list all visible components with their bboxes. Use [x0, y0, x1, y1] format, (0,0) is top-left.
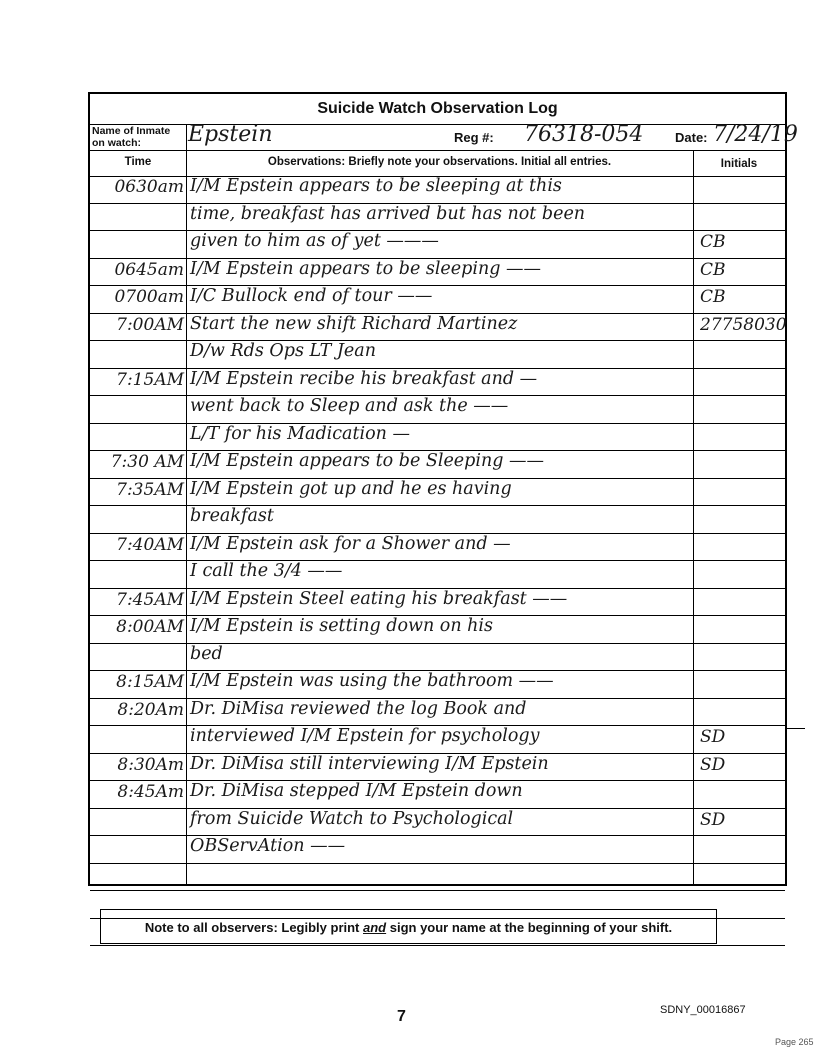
- entry-time: 7:40AM: [116, 534, 184, 555]
- entry-time: 0630am: [114, 177, 184, 197]
- entry-observation: I/M Epstein is setting down on his: [190, 616, 494, 636]
- table-row: [90, 176, 785, 204]
- entry-time: 8:30Am: [117, 754, 184, 775]
- entry-observation: from Suicide Watch to Psychological: [190, 808, 514, 829]
- entry-observation: bed: [190, 643, 223, 664]
- entry-time: 0645am: [114, 259, 184, 280]
- table-row: [90, 424, 785, 452]
- table-row: [90, 534, 785, 562]
- form-title: Suicide Watch Observation Log: [317, 100, 558, 117]
- table-row: [90, 644, 785, 672]
- column-header-observations: Observations: Briefly note your observations. Initial all entries.: [267, 156, 612, 168]
- name-divider: [186, 124, 187, 150]
- observation-log-form: [88, 92, 798, 886]
- table-row: [90, 286, 785, 314]
- table-row: [90, 506, 785, 534]
- table-row: [90, 314, 785, 342]
- entry-observation: given to him as of yet ———: [190, 231, 439, 251]
- table-row: [90, 479, 785, 507]
- entry-time: 7:35AM: [116, 479, 184, 500]
- table-row: [90, 726, 785, 754]
- entry-time: 7:15AM: [116, 369, 184, 390]
- inmate-name-value: Epstein: [188, 122, 273, 147]
- table-row: [90, 754, 785, 782]
- table-row: [90, 561, 785, 589]
- entry-observation: I/M Epstein ask for a Shower and —: [190, 533, 511, 554]
- title-row: [90, 94, 785, 125]
- bates-number: SDNY_00016867: [660, 1004, 746, 1016]
- log-entries: [90, 176, 785, 946]
- entry-observation: I/M Epstein appears to be Sleeping ——: [190, 451, 544, 471]
- entry-initials: 27758030: [700, 314, 787, 335]
- entry-observation: D/w Rds Ops LT Jean: [190, 341, 376, 361]
- entry-time: 7:30 AM: [110, 452, 184, 472]
- table-row: [90, 809, 785, 837]
- table-row: [90, 836, 785, 864]
- entry-observation: Dr. DiMisa still interviewing I/M Epstein: [190, 753, 549, 774]
- entry-observation: I/M Epstein got up and he es having: [190, 478, 512, 499]
- entry-initials: CB: [700, 232, 726, 252]
- table-row: [90, 671, 785, 699]
- entry-observation: breakfast: [190, 506, 274, 526]
- table-row: [90, 589, 785, 617]
- pen-stroke: [787, 728, 805, 729]
- entry-observation: I/M Epstein was using the bathroom ——: [190, 671, 554, 691]
- table-row: [90, 781, 785, 809]
- entry-time: 7:00AM: [116, 314, 184, 335]
- table-row: [90, 616, 785, 644]
- entry-observation: I/M Epstein appears to be sleeping ——: [190, 258, 541, 279]
- table-row: [90, 231, 785, 259]
- observer-note: Note to all observers: Legibly print and sign your name at the beginning of your shift.: [144, 920, 673, 935]
- entry-observation: interviewed I/M Epstein for psychology: [190, 726, 540, 746]
- entry-time: 7:45AM: [116, 589, 184, 610]
- column-header-row: [90, 150, 785, 177]
- entry-initials: SD: [700, 727, 726, 747]
- entry-initials: SD: [700, 754, 726, 775]
- column-header-initials: Initials: [720, 158, 758, 170]
- entry-time: 8:00AM: [116, 617, 184, 637]
- date-label: Date:: [675, 130, 708, 145]
- inmate-name-label: Name of Inmate on watch:: [92, 125, 171, 149]
- entry-initials: CB: [700, 287, 726, 307]
- entry-observation: went back to Sleep and ask the ——: [190, 396, 509, 416]
- reg-number-value: 76318-054: [524, 122, 644, 147]
- entry-observation: I/M Epstein Steel eating his breakfast ——: [190, 588, 568, 609]
- entry-observation: I/M Epstein recibe his breakfast and —: [190, 368, 538, 389]
- table-row: [90, 204, 785, 232]
- table-row: [90, 259, 785, 287]
- entry-observation: Start the new shift Richard Martinez: [190, 313, 518, 334]
- entry-observation: time, breakfast has arrived but has not been: [190, 203, 586, 224]
- entry-observation: Dr. DiMisa stepped I/M Epstein down: [190, 781, 523, 801]
- date-value: 7/24/19: [713, 122, 798, 147]
- entry-initials: CB: [700, 259, 726, 280]
- table-row: [90, 451, 785, 479]
- entry-observation: OBServAtion ——: [190, 836, 346, 856]
- entry-observation: I call the 3/4 ——: [190, 561, 343, 581]
- table-row: [90, 864, 785, 892]
- column-header-time: Time: [124, 156, 152, 168]
- reg-number-label: Reg #:: [454, 130, 494, 145]
- page-number: 7: [397, 1008, 406, 1025]
- observer-note-box: [100, 909, 717, 944]
- entry-time: 0700am: [114, 287, 184, 307]
- inmate-info-row: [90, 122, 798, 151]
- entry-time: 8:45Am: [117, 782, 184, 802]
- entry-initials: SD: [700, 809, 726, 830]
- table-row: [90, 341, 785, 369]
- entry-observation: I/C Bullock end of tour ——: [190, 286, 433, 306]
- entry-observation: Dr. DiMisa reviewed the log Book and: [190, 698, 527, 719]
- entry-time: 8:15AM: [116, 672, 184, 692]
- table-row: [90, 699, 785, 727]
- page-reference: Page 265: [775, 1037, 814, 1047]
- entry-observation: I/M Epstein appears to be sleeping at this: [190, 176, 562, 196]
- entry-time: 8:20Am: [117, 699, 184, 720]
- table-row: [90, 396, 785, 424]
- table-row: [90, 369, 785, 397]
- entry-observation: L/T for his Madication —: [190, 423, 410, 444]
